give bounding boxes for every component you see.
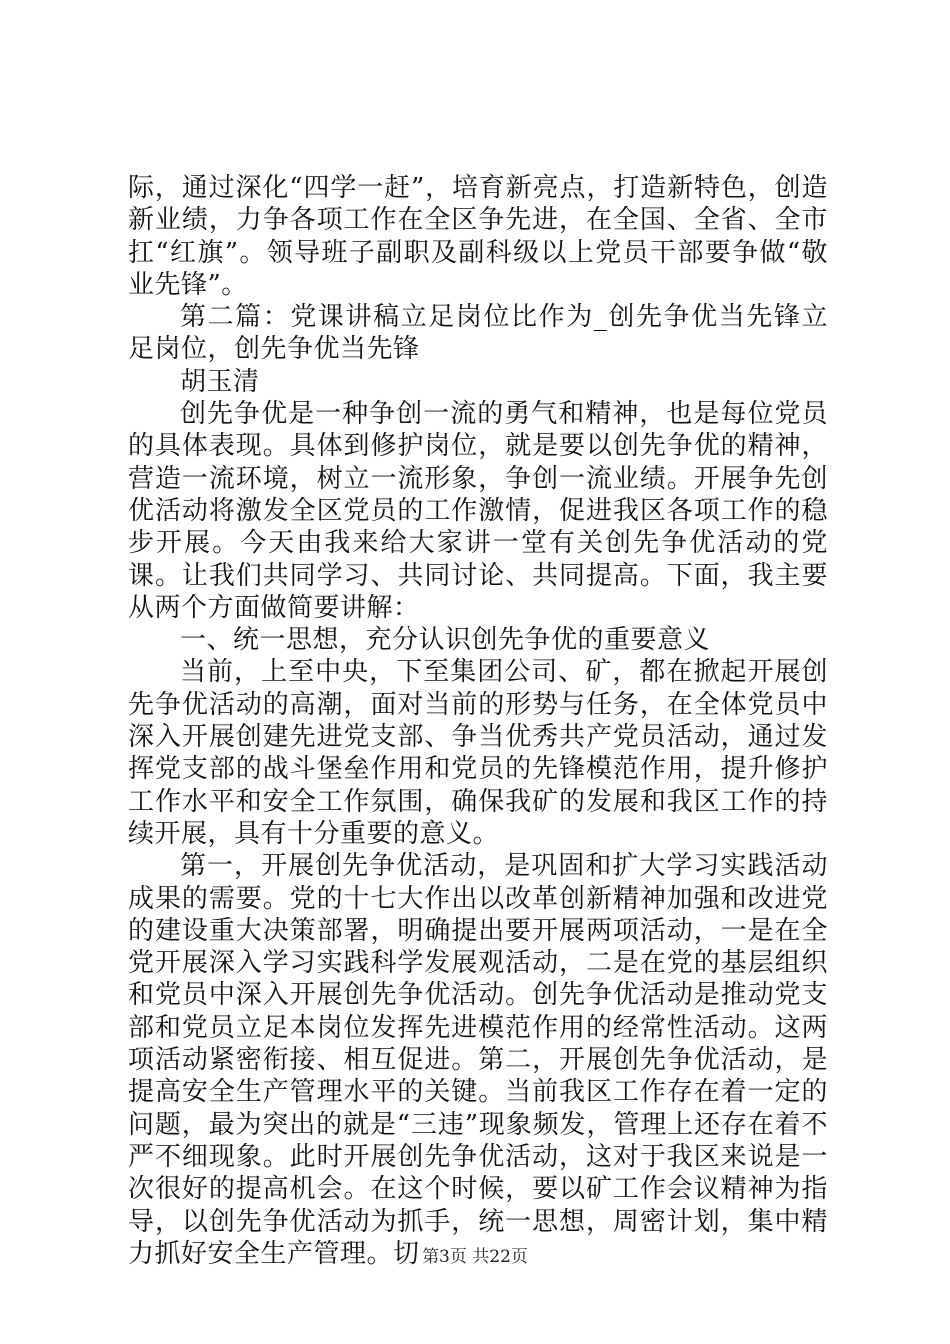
document-body [128,172,828,1270]
page-number-footer: 第3页 共22页 [422,1247,528,1267]
section-heading-one: 一、统一思想，充分认识创先争优的重要意义 [180,625,711,656]
paragraph-intro: 创先争优是一种争创一流的勇气和精神，也是每位党员的具体表现。具体到修护岗位，就是要以创先争优的精神，营造一流环境，树立一流形象，争创一流业绩。开展争先创优活动将激发全区党员的工作激情，促进我区各项工作的稳步开展。今天由我来给大家讲一堂有关创先争优活动的党课。让我们共同学习、共同讨论、共同提高。下面，我主要从两个方面做简要讲解： [128,399,828,623]
author-name: 胡玉清 [180,366,260,397]
section-heading-second-article: 第二篇：党课讲稿立足岗位比作为_创先争优当先锋立足岗位，创先争优当先锋 [128,302,828,365]
paragraph-current-situation: 当前，上至中央，下至集团公司、矿，都在掀起开展创先争优活动的高潮，面对当前的形势与任务，在全体党员中深入开展创建先进党支部、争当优秀共产党员活动，通过发挥党支部的战斗堡垒作用和党员的先锋模范作用，提升修护工作水平和安全工作氛围，确保我矿的发展和我区工作的持续开展，具有十分重要的意义。 [128,657,828,849]
paragraph-first-second-points: 第一，开展创先争优活动，是巩固和扩大学习实践活动成果的需要。党的十七大作出以改革创新精神加强和改进党的建设重大决策部署，明确提出要开展两项活动，一是在全党开展深入学习实践科学发展观活动，二是在党的基层组织和党员中深入开展创先争优活动。创先争优活动是推动党支部和党员立足本岗位发挥先进模范作用的经常性活动。这两项活动紧密衔接、相互促进。第二，开展创先争优活动，是提高安全生产管理水平的关键。当前我区工作存在着一定的问题，最为突出的就是“三违”现象频发，管理上还存在着不严不细现象。此时开展创先争优活动，这对于我区来说是一次很好的提高机会。在这个时候，要以矿工作会议精神为指导，以创先争优活动为抓手，统一思想，周密计划，集中精力抓好安全生产管理。切 [128,851,828,1269]
paragraph-1: 际，通过深化“四学一赶”，培育新亮点，打造新特色，创造新业绩，力争各项工作在全区争先进，在全国、全省、全市扛“红旗”。领导班子副职及副科级以上党员干部要争做“敬业先锋”。 [128,173,828,300]
